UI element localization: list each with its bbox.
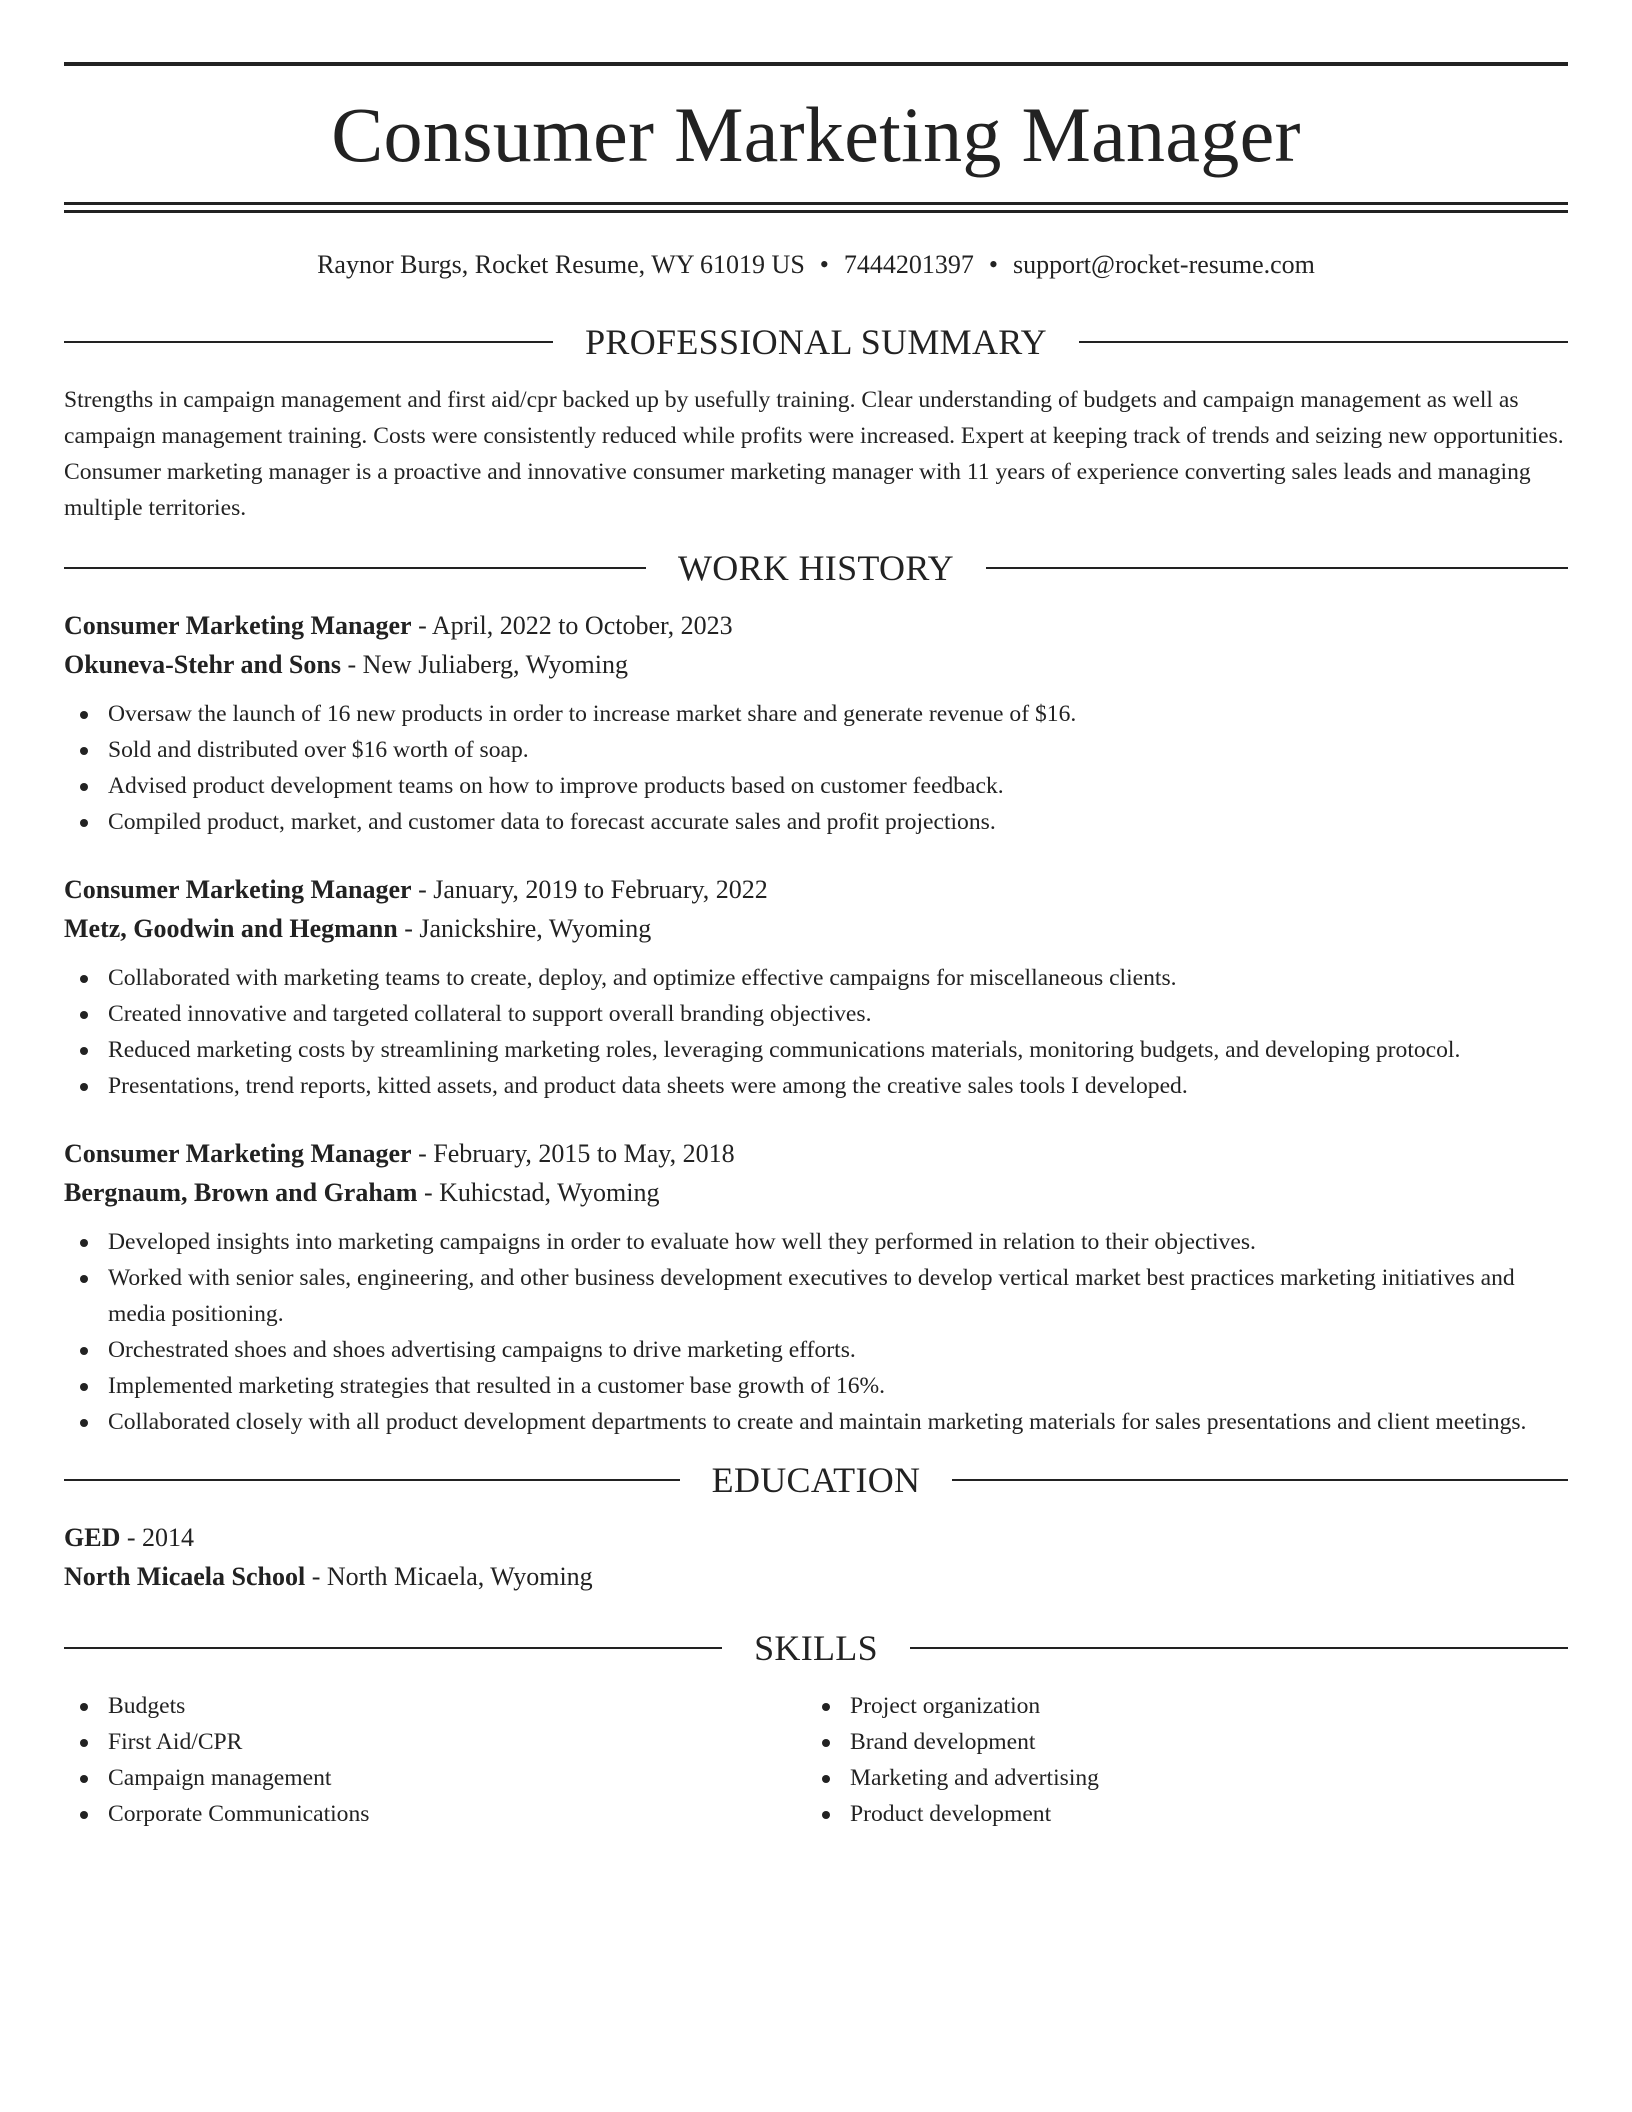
contact-line [64,249,1568,280]
section-rule [986,567,1568,569]
list-item: Created innovative and targeted collateral to support overall branding objectives. [64,996,1568,1032]
job-title-line [64,870,1568,909]
section-header-summary [64,322,1568,363]
list-item: Reduced marketing costs by streamlining marketing roles, leveraging communications materials, monitoring budgets, and developing protocol. [64,1032,1568,1068]
list-item: Presentations, trend reports, kitted assets, and product data sheets were among the creative sales tools I developed. [64,1068,1568,1104]
education-degree: GED [64,1522,121,1552]
section-title: PROFESSIONAL SUMMARY [585,322,1047,363]
section-rule [64,567,646,569]
job-dates: - January, 2019 to February, 2022 [411,874,768,904]
job-dates: - April, 2022 to October, 2023 [411,610,733,640]
list-item: Orchestrated shoes and shoes advertising campaigns to drive marketing efforts. [64,1332,1568,1368]
skills-list-left [64,1688,806,1832]
job-company: Metz, Goodwin and Hegmann [64,913,398,943]
education-location: - North Micaela, Wyoming [305,1561,593,1591]
skill-item: First Aid/CPR [64,1724,806,1760]
section-header-work-history [64,547,1568,588]
list-item: Implemented marketing strategies that resulted in a customer base growth of 16%. [64,1368,1568,1404]
list-item: Collaborated with marketing teams to create, deploy, and optimize effective campaigns for miscellaneous clients. [64,960,1568,996]
contact-separator: • [988,250,998,279]
list-item: Collaborated closely with all product development departments to create and maintain marketing materials for sales presentations and client meetings. [64,1404,1568,1440]
contact-address: Raynor Burgs, Rocket Resume, WY 61019 US [317,250,805,279]
job-location: - Janickshire, Wyoming [397,913,652,943]
section-title: EDUCATION [711,1459,921,1500]
job-location: - New Juliaberg, Wyoming [340,649,628,679]
job-company: Bergnaum, Brown and Graham [64,1177,418,1207]
title-double-rule [64,202,1568,213]
job-company-line [64,909,1568,948]
list-item: Compiled product, market, and customer data to forecast accurate sales and profit projections. [64,804,1568,840]
resume-title: Consumer Marketing Manager [331,91,1301,178]
job-bullets [64,1224,1568,1440]
skill-item: Brand development [806,1724,1548,1760]
job-company-line [64,1173,1568,1212]
section-header-skills [64,1627,1568,1668]
skill-item: Corporate Communications [64,1796,806,1832]
job-title-line [64,1134,1568,1173]
section-rule [910,1647,1568,1649]
job-location: - Kuhicstad, Wyoming [417,1177,660,1207]
section-title: SKILLS [754,1627,878,1668]
list-item: Sold and distributed over $16 worth of soap. [64,732,1568,768]
job-entry [64,1134,1568,1440]
contact-separator: • [819,250,829,279]
job-entry [64,870,1568,1104]
skill-item: Product development [806,1796,1548,1832]
skill-item: Campaign management [64,1760,806,1796]
job-role: Consumer Marketing Manager [64,1138,412,1168]
list-item: Worked with senior sales, engineering, and other business development executives to develop vertical market best practices marketing initiatives and media positioning. [64,1260,1568,1332]
section-rule [64,1479,680,1481]
job-company-line [64,645,1568,684]
contact-phone: 7444201397 [843,250,974,279]
skill-item: Marketing and advertising [806,1760,1548,1796]
skill-item: Project organization [806,1688,1548,1724]
skills-columns [64,1688,1568,1832]
list-item: Oversaw the launch of 16 new products in order to increase market share and generate revenue of $16. [64,696,1568,732]
section-header-education [64,1459,1568,1500]
section-rule [64,341,553,343]
job-company: Okuneva-Stehr and Sons [64,649,341,679]
list-item: Advised product development teams on how to improve products based on customer feedback. [64,768,1568,804]
top-rule [64,62,1568,66]
job-role: Consumer Marketing Manager [64,874,412,904]
education-year: - 2014 [120,1522,195,1552]
contact-email: support@rocket-resume.com [1013,250,1315,279]
summary-text: Strengths in campaign management and first aid/cpr backed up by usefully training. Clear understanding of budgets and campaign management as well as campaign management training. Costs were consistently reduced while profits were increased. Expert at keeping track of trends and seizing new opportunities. Consumer marketing manager is a proactive and innovative consumer marketing manager with 11 years of experience converting sales leads and managing multiple territories. [64,387,1564,522]
skills-list-right [806,1688,1548,1832]
section-rule [952,1479,1568,1481]
job-bullets [64,696,1568,840]
job-dates: - February, 2015 to May, 2018 [411,1138,735,1168]
list-item: Developed insights into marketing campaigns in order to evaluate how well they performed in relation to their objectives. [64,1224,1568,1260]
education-degree-line [64,1518,1568,1557]
education-school: North Micaela School [64,1561,306,1591]
job-bullets [64,960,1568,1104]
skill-item: Budgets [64,1688,806,1724]
job-role: Consumer Marketing Manager [64,610,412,640]
education-entry [64,1518,1568,1596]
job-title-line [64,606,1568,645]
section-rule [64,1647,722,1649]
section-title: WORK HISTORY [678,547,954,588]
education-school-line [64,1557,1568,1596]
section-rule [1079,341,1568,343]
job-entry [64,606,1568,840]
